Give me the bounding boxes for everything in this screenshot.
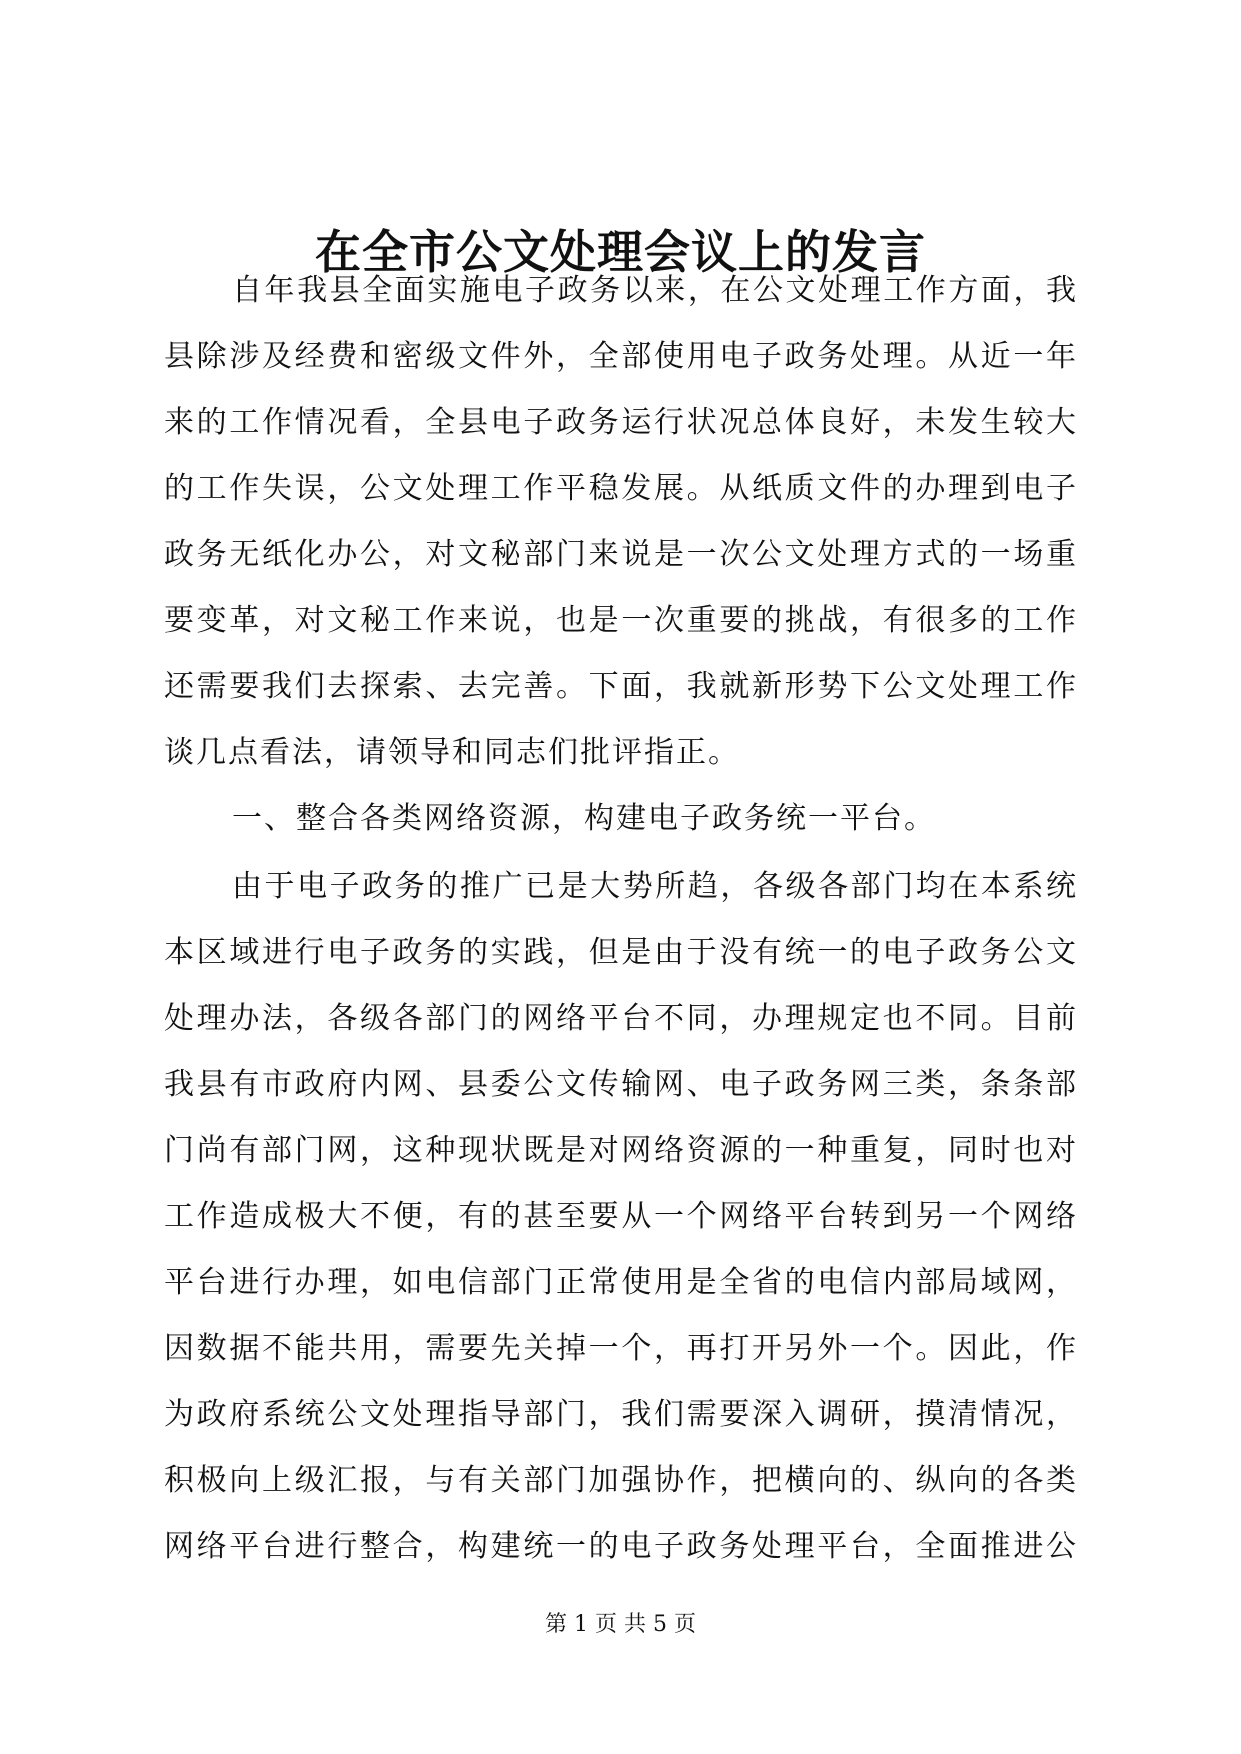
paragraph-1-line-3: 来的工作情况看，全县电子政务运行状况总体良好，未发生较大 xyxy=(164,405,1076,440)
paragraph-2-line-7: 平台进行办理，如电信部门正常使用是全省的电信内部局域网， xyxy=(164,1265,1076,1300)
paragraph-2-line-10: 积极向上级汇报，与有关部门加强协作，把横向的、纵向的各类 xyxy=(164,1463,1076,1498)
section-heading-1: 一、整合各类网络资源，构建电子政务统一平台。 xyxy=(232,801,936,836)
document-title: 在全市公文处理会议上的发言 xyxy=(315,225,926,279)
paragraph-2-line-3: 处理办法，各级各部门的网络平台不同，办理规定也不同。目前 xyxy=(164,1001,1076,1036)
paragraph-1-line-4: 的工作失误，公文处理工作平稳发展。从纸质文件的办理到电子 xyxy=(164,471,1076,506)
paragraph-2-line-1: 由于电子政务的推广已是大势所趋，各级各部门均在本系统 xyxy=(232,869,1076,904)
paragraph-2-line-4: 我县有市政府内网、县委公文传输网、电子政务网三类，条条部 xyxy=(164,1067,1076,1102)
paragraph-1-line-7: 还需要我们去探索、去完善。下面，我就新形势下公文处理工作 xyxy=(164,669,1076,704)
paragraph-1-line-2: 县除涉及经费和密级文件外，全部使用电子政务处理。从近一年 xyxy=(164,339,1076,374)
paragraph-1-line-1: 自年我县全面实施电子政务以来，在公文处理工作方面，我 xyxy=(232,273,1076,308)
paragraph-2-line-2: 本区域进行电子政务的实践，但是由于没有统一的电子政务公文 xyxy=(164,935,1076,970)
paragraph-2-line-11: 网络平台进行整合，构建统一的电子政务处理平台，全面推进公 xyxy=(164,1529,1076,1564)
paragraph-1-line-8: 谈几点看法，请领导和同志们批评指正。 xyxy=(164,735,740,770)
paragraph-1-line-6: 要变革，对文秘工作来说，也是一次重要的挑战，有很多的工作 xyxy=(164,603,1076,638)
paragraph-2-line-6: 工作造成极大不便，有的甚至要从一个网络平台转到另一个网络 xyxy=(164,1199,1076,1234)
paragraph-1-line-5: 政务无纸化办公，对文秘部门来说是一次公文处理方式的一场重 xyxy=(164,537,1076,572)
page-number: 第 1 页 共 5 页 xyxy=(545,1612,696,1637)
paragraph-2-line-5: 门尚有部门网，这种现状既是对网络资源的一种重复，同时也对 xyxy=(164,1133,1076,1168)
paragraph-2-line-9: 为政府系统公文处理指导部门，我们需要深入调研，摸清情况， xyxy=(164,1397,1076,1432)
paragraph-2-line-8: 因数据不能共用，需要先关掉一个，再打开另外一个。因此，作 xyxy=(164,1331,1076,1366)
